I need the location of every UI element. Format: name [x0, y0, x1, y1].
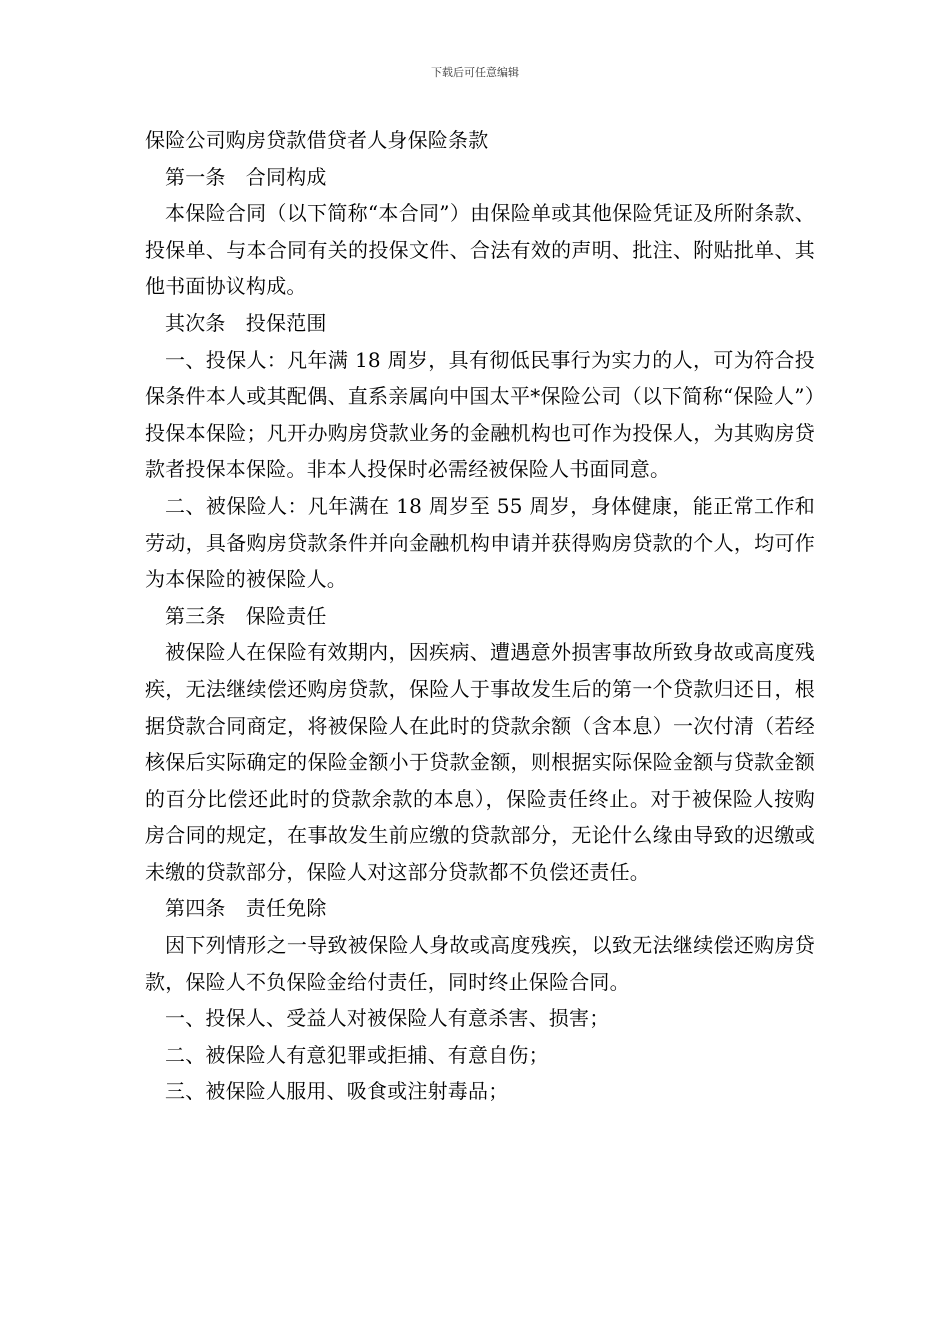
- article-heading: 第一条 合同构成: [165, 164, 327, 189]
- body-paragraph: 因下列情形之一导致被保险人身故或高度残疾，以致无法继续偿还购房贷款，保险人不负保险金给付责任，同时终止保险合同。: [145, 933, 815, 994]
- list-item: 一、投保人、受益人对被保险人有意杀害、损害；: [165, 1006, 610, 1031]
- document-body: [145, 122, 815, 1110]
- list-item: 二、被保险人有意犯罪或拒捕、有意自伤；: [165, 1042, 549, 1067]
- body-paragraph: 本保险合同（以下简称“本合同”）由保险单或其他保险凭证及所附条款、投保单、与本合同有关的投保文件、合法有效的声明、批注、附贴批单、其他书面协议构成。: [145, 201, 815, 299]
- document-title: 保险公司购房贷款借贷者人身保险条款: [145, 128, 489, 152]
- list-item: 三、被保险人服用、吸食或注射毒品；: [165, 1079, 509, 1104]
- article-heading: 其次条 投保范围: [165, 310, 327, 335]
- body-paragraph: 一、投保人：凡年满 18 周岁，具有彻低民事行为实力的人，可为符合投保条件本人或其配偶、直系亲属向中国太平*保险公司（以下简称“保险人”）投保本保险；凡开办购房贷款业务的金融机构也可作为投保人，为其购房贷款者投保本保险。非本人投保时必需经被保险人书面同意。: [145, 347, 815, 482]
- body-paragraph: 被保险人在保险有效期内，因疾病、遭遇意外损害事故所致身故或高度残疾，无法继续偿还购房贷款，保险人于事故发生后的第一个贷款归还日，根据贷款合同商定，将被保险人在此时的贷款余额（含本息）一次付清（若经核保后实际确定的保险金额小于贷款金额，则根据实际保险金额与贷款金额的百分比偿还此时的贷款余款的本息），保险责任终止。对于被保险人按购房合同的规定，在事故发生前应缴的贷款部分，无论什么缘由导致的迟缴或未缴的贷款部分，保险人对这部分贷款都不负偿还责任。: [145, 640, 815, 884]
- page-header: 下载后可任意编辑: [431, 66, 519, 79]
- article-heading: 第三条 保险责任: [165, 603, 327, 628]
- article-heading: 第四条 责任免除: [165, 896, 327, 921]
- body-paragraph: 二、被保险人：凡年满在 18 周岁至 55 周岁，身体健康，能正常工作和劳动，具备购房贷款条件并向金融机构申请并获得购房贷款的个人，均可作为本保险的被保险人。: [145, 493, 815, 592]
